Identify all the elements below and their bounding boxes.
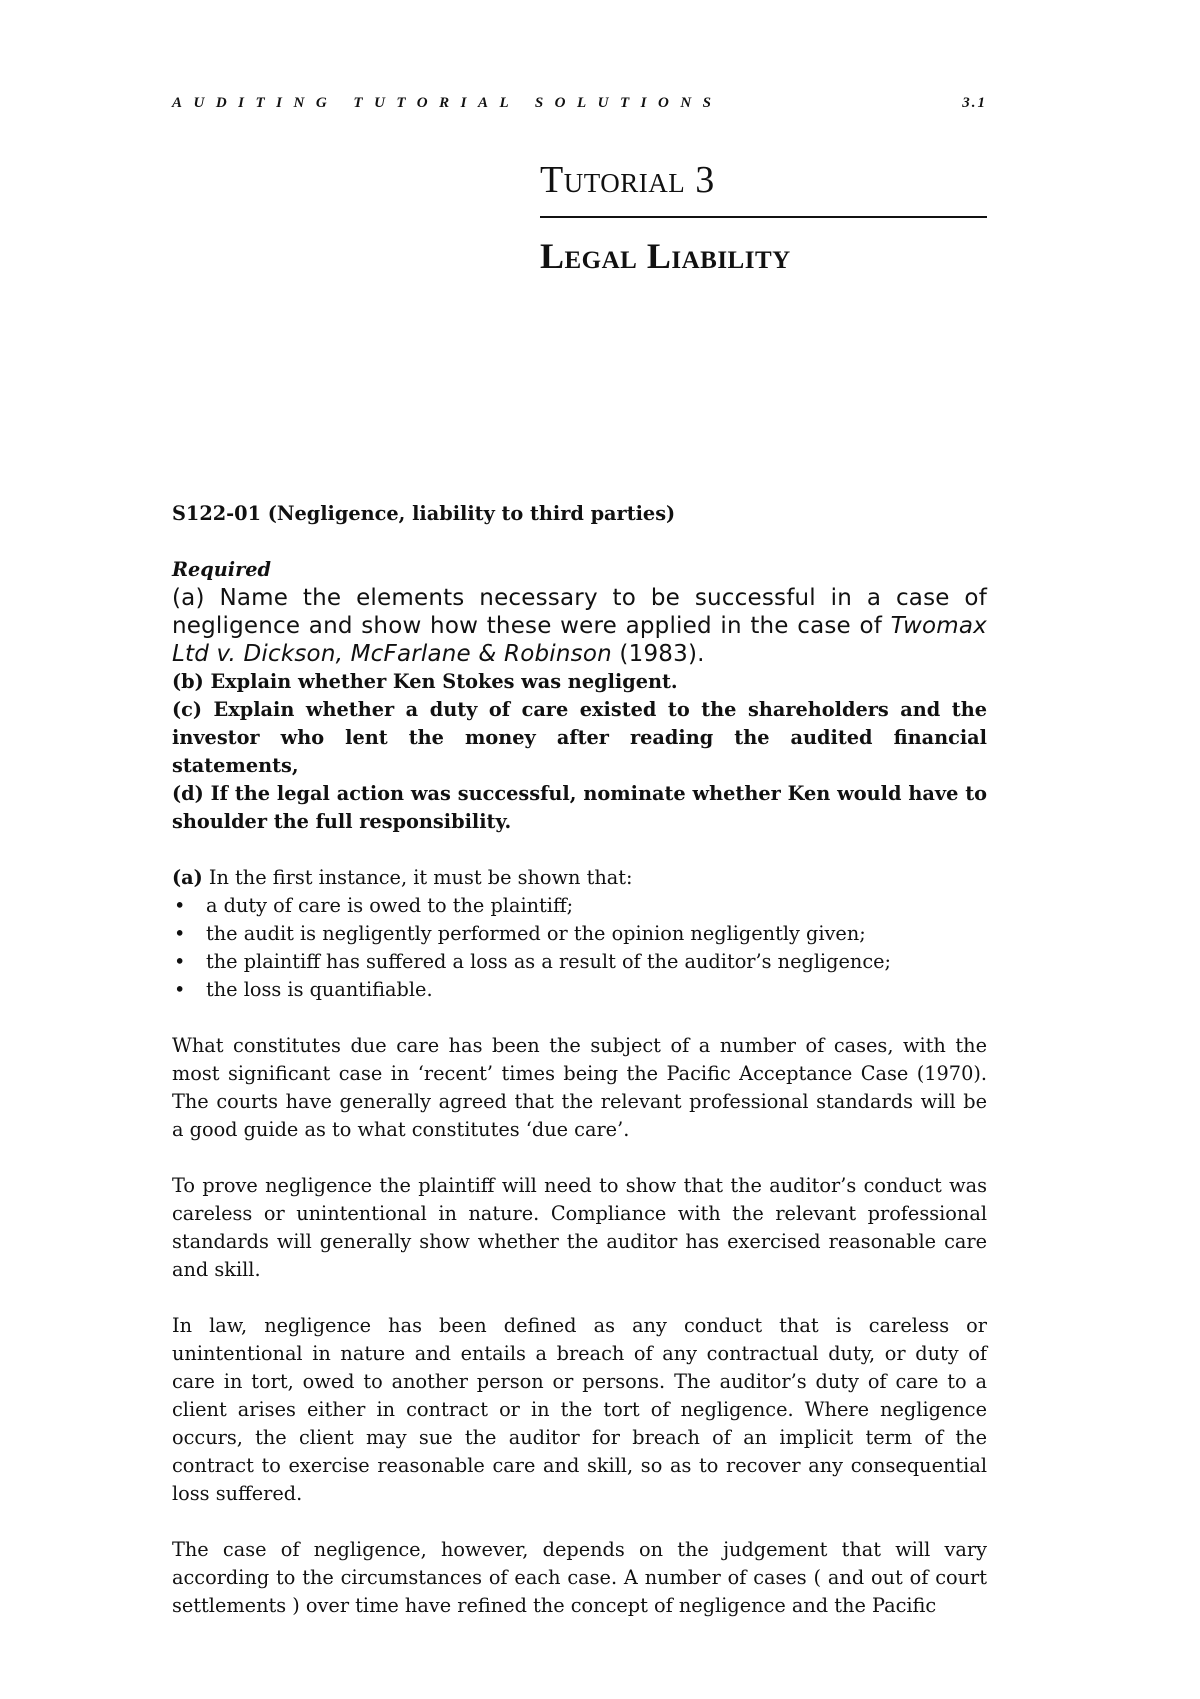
answer-a-label: (a) xyxy=(172,866,203,889)
spacer xyxy=(172,1004,987,1032)
section-title: Legal Liability xyxy=(540,236,791,276)
bullet-icon: • xyxy=(174,922,186,945)
bullet-icon: • xyxy=(174,978,186,1001)
question-a-text: (a) Name the elements necessary to be successful in a case of negligence and show how these were applied in the case of xyxy=(172,585,987,639)
page-number: 3.1 xyxy=(962,95,987,111)
document-body xyxy=(172,500,987,1620)
list-item-text: a duty of care is owed to the plaintiff; xyxy=(206,894,574,917)
spacer xyxy=(172,1508,987,1536)
tutorial-title: Tutorial 3 xyxy=(540,159,715,201)
question-a-year: (1983). xyxy=(611,641,705,667)
question-b: (b) Explain whether Ken Stokes was negligent. xyxy=(172,670,678,693)
paragraph-due-care: What constitutes due care has been the subject of a number of cases, with the most significant case in ‘recent’ times being the Pacific Acceptance Case (1970). The courts have generally agreed that the relevant professional standards will be a good guide as to what constitutes ‘due care’. xyxy=(172,1034,987,1141)
bullet-icon: • xyxy=(174,950,186,973)
question-c: (c) Explain whether a duty of care existed to the shareholders and the investor who lent the money after reading the audited financial statements, xyxy=(172,698,987,777)
paragraph-negligence-in-law: In law, negligence has been defined as any conduct that is careless or unintentional in nature and entails a breach of any contractual duty, or duty of care in tort, owed to another person or persons. The auditor’s duty of care to a client arises either in contract or in the tort of negligence. Where negligence occurs, the client may sue the auditor for breach of an implicit term of the contract to exercise reasonable care and skill, so as to recover any consequential loss suffered. xyxy=(172,1314,987,1505)
list-item-text: the audit is negligently performed or the opinion negligently given; xyxy=(206,922,866,945)
list-item-text: the loss is quantifiable. xyxy=(206,978,433,1001)
answer-a-intro xyxy=(172,864,987,892)
paragraph-prove-negligence: To prove negligence the plaintiff will need to show that the auditor’s conduct was careless or unintentional in nature. Compliance with the relevant professional standards will generally show whether the auditor has exercised reasonable care and skill. xyxy=(172,1174,987,1281)
list-item xyxy=(172,976,987,1004)
spacer xyxy=(172,1144,987,1172)
bullet-icon: • xyxy=(174,894,186,917)
list-item xyxy=(172,948,987,976)
answer-a-intro-text: In the first instance, it must be shown that: xyxy=(202,866,633,889)
list-item xyxy=(172,892,987,920)
spacer xyxy=(172,1284,987,1312)
running-header-title: AUDITING TUTORIAL SOLUTIONS xyxy=(172,95,723,111)
question-a xyxy=(172,584,987,668)
negligence-elements-list xyxy=(172,892,987,1004)
running-header xyxy=(172,95,987,112)
list-item-text: the plaintiff has suffered a loss as a result of the auditor’s negligence; xyxy=(206,950,892,973)
title-divider xyxy=(540,216,987,218)
question-d: (d) If the legal action was successful, nominate whether Ken would have to shoulder the full responsibility. xyxy=(172,782,987,833)
spacer xyxy=(172,836,987,864)
question-heading: S122-01 (Negligence, liability to third parties) xyxy=(172,502,676,525)
list-item xyxy=(172,920,987,948)
required-label: Required xyxy=(172,558,272,581)
paragraph-case-of-negligence: The case of negligence, however, depends on the judgement that will vary according to the circumstances of each case. A number of cases ( and out of court settlements ) over time have refined the concept of negligence and the Pacific xyxy=(172,1538,987,1617)
question-a-case: Twomax Ltd v. Dickson, McFarlane & Robinson xyxy=(172,613,987,667)
